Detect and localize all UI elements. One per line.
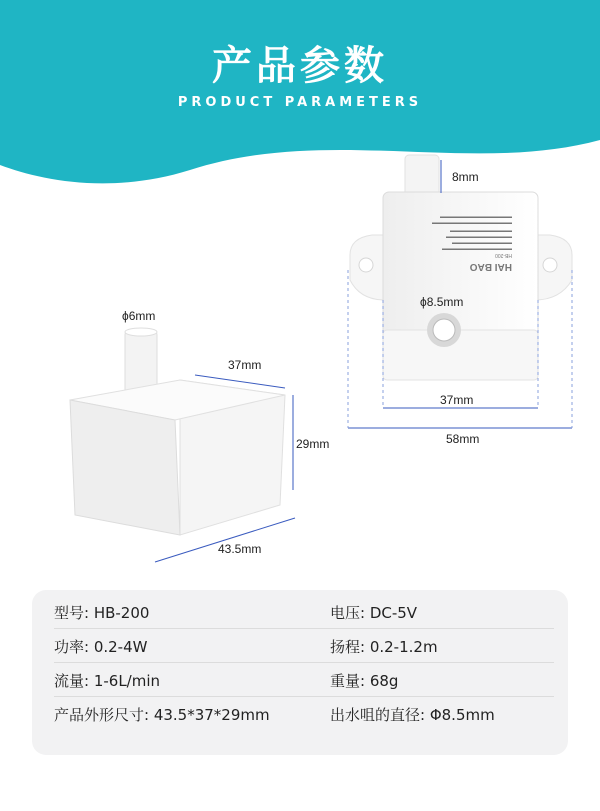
spec-row	[54, 696, 554, 730]
dim-side-width: 37mm	[228, 358, 262, 372]
spec-power: 功率: 0.2-4W	[54, 638, 148, 656]
product-diagram	[0, 150, 600, 580]
spec-row	[54, 662, 554, 697]
dim-outer-width: 58mm	[446, 432, 480, 446]
dim-outlet-diameter: ϕ8.5mm	[420, 295, 464, 309]
spec-weight: 重量: 68g	[330, 672, 399, 690]
spec-flow: 流量: 1-6L/min	[54, 672, 161, 690]
spec-voltage: 电压: DC-5V	[330, 604, 418, 622]
pump-top-view	[350, 155, 572, 380]
spec-head: 扬程: 0.2-1.2m	[330, 638, 438, 656]
spec-model: 型号: HB-200	[54, 604, 150, 622]
page-subtitle: PRODUCT PARAMETERS	[177, 95, 423, 110]
dim-top-spout: 8mm	[452, 170, 479, 184]
spec-size: 产品外形尺寸: 43.5*37*29mm	[54, 706, 270, 724]
dim-length: 43.5mm	[218, 542, 262, 556]
page-title: 产品参数	[212, 43, 388, 89]
model-label: HB-200	[495, 252, 512, 258]
spec-row	[54, 628, 554, 663]
dim-inner-width: 37mm	[440, 393, 474, 407]
brand-label: HAI BAO	[469, 261, 512, 272]
dim-height: 29mm	[296, 437, 330, 451]
dim-inlet-diameter: ϕ6mm	[122, 309, 156, 323]
spec-outlet: 出水咀的直径: Φ8.5mm	[330, 706, 495, 724]
spec-row	[54, 594, 554, 629]
spec-table	[32, 590, 568, 755]
